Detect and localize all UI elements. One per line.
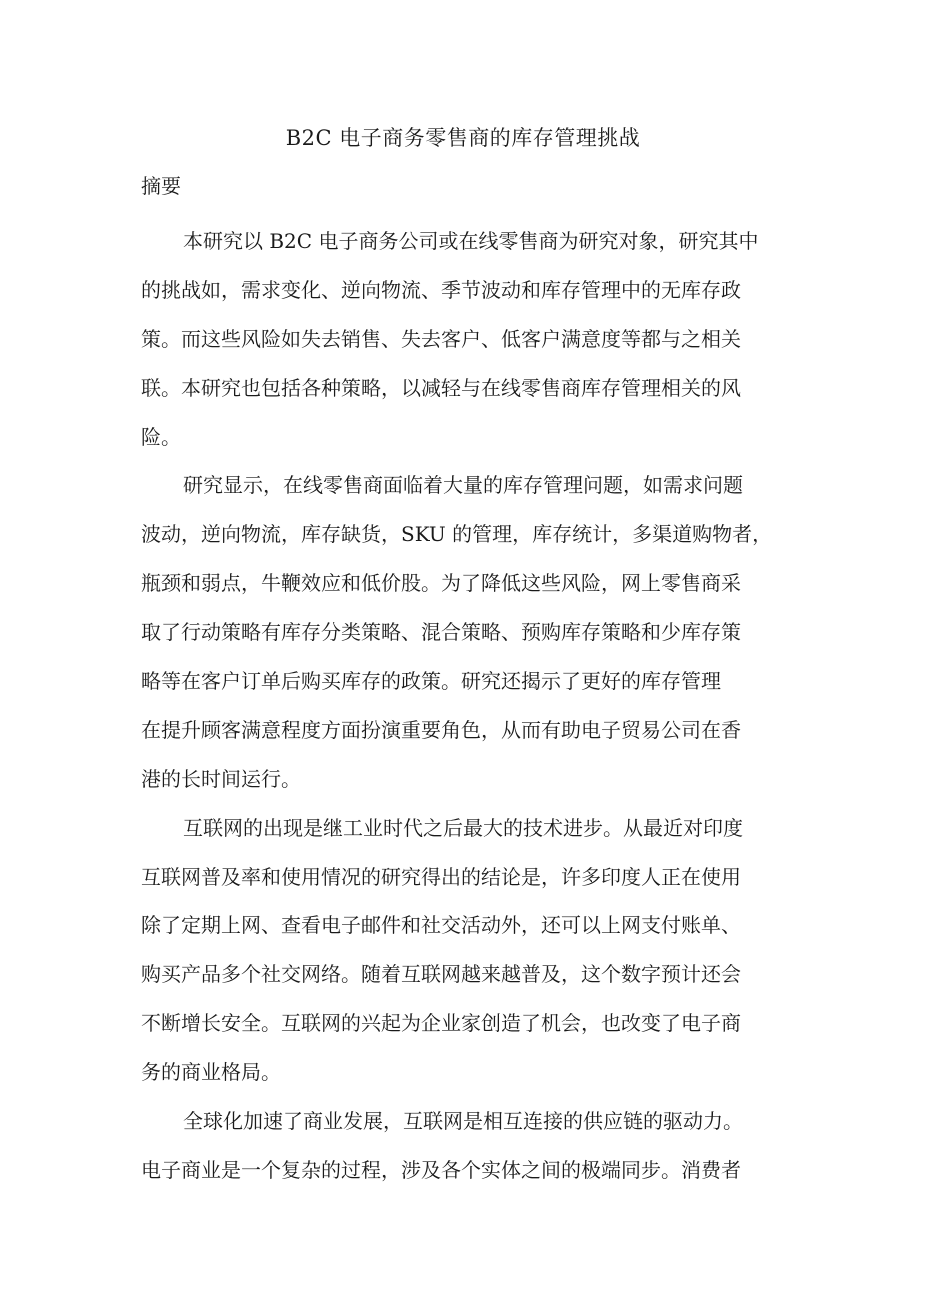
paragraph-line: 取了行动策略有库存分类策略、混合策略、预购库存策略和少库存策 xyxy=(141,620,741,645)
paragraph-line: 除了定期上网、查看电子邮件和社交活动外，还可以上网支付账单、 xyxy=(141,913,741,938)
paragraph-4 xyxy=(141,1097,789,1195)
paragraph-line: 购买产品多个社交网络。随着互联网越来越普及，这个数字预计还会 xyxy=(141,962,741,987)
paragraph-line: 全球化加速了商业发展，互联网是相互连接的供应链的驱动力。 xyxy=(183,1109,743,1134)
paragraph-line: 瓶颈和弱点，牛鞭效应和低价股。为了降低这些风险，网上零售商采 xyxy=(141,571,741,596)
paragraph-line: 务的商业格局。 xyxy=(141,1060,281,1085)
paragraph-line: 波动，逆向物流，库存缺货，SKU 的管理，库存统计，多渠道购物者， xyxy=(141,522,773,547)
document-title: B2C 电子商务零售商的库存管理挑战 xyxy=(285,126,641,150)
paragraph-line: 策。而这些风险如失去销售、失去客户、低客户满意度等都与之相关 xyxy=(141,326,741,351)
paragraph-line: 在提升顾客满意程度方面扮演重要角色，从而有助电子贸易公司在香 xyxy=(141,717,741,742)
paragraph-line: 研究显示，在线零售商面临着大量的库存管理问题，如需求问题 xyxy=(183,473,743,498)
paragraph-line: 本研究以 B2C 电子商务公司或在线零售商为研究对象，研究其中 xyxy=(183,229,759,253)
paragraph-1 xyxy=(141,217,789,461)
paragraph-line: 联。本研究也包括各种策略，以减轻与在线零售商库存管理相关的风 xyxy=(141,375,741,400)
paragraph-line: 互联网普及率和使用情况的研究得出的结论是，许多印度人正在使用 xyxy=(141,864,741,889)
paragraph-line: 互联网的出现是继工业时代之后最大的技术进步。从最近对印度 xyxy=(183,815,743,840)
abstract-heading: 摘要 xyxy=(141,174,181,198)
paragraph-line: 电子商业是一个复杂的过程，涉及各个实体之间的极端同步。消费者 xyxy=(141,1157,741,1182)
paragraph-line: 险。 xyxy=(141,424,181,449)
paragraph-line: 的挑战如，需求变化、逆向物流、季节波动和库存管理中的无库存政 xyxy=(141,277,741,302)
paragraph-2 xyxy=(141,461,789,803)
body-text xyxy=(141,217,789,1195)
paragraph-3 xyxy=(141,804,789,1097)
paragraph-line: 略等在客户订单后购买库存的政策。研究还揭示了更好的库存管理 xyxy=(141,669,721,694)
paragraph-line: 不断增长安全。互联网的兴起为企业家创造了机会，也改变了电子商 xyxy=(141,1011,741,1036)
paragraph-line: 港的长时间运行。 xyxy=(141,766,301,791)
